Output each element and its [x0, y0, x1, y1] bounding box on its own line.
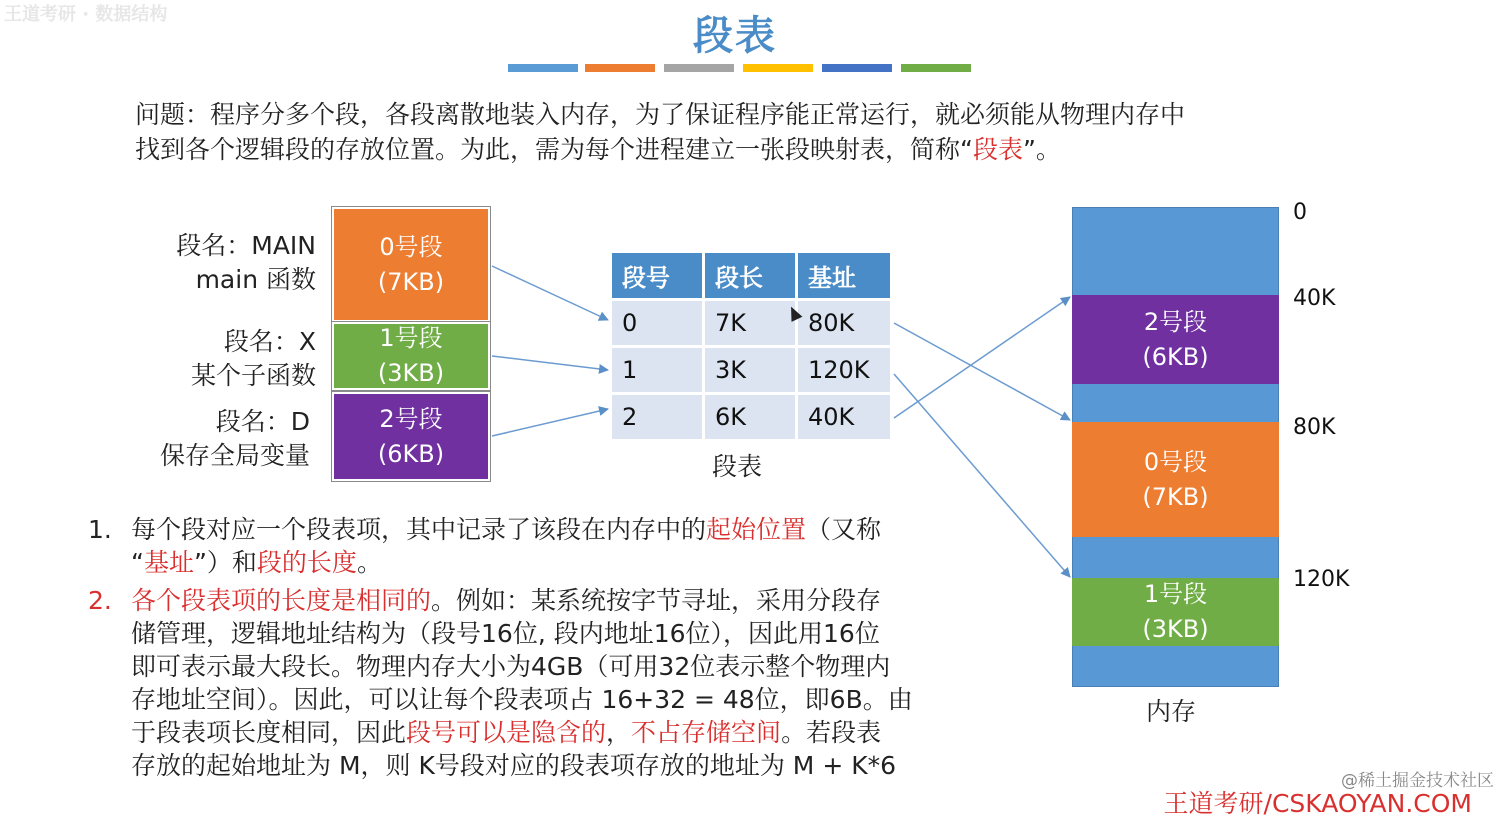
point-2-text: 。例如：某系统按字节寻址，采用分段存 — [431, 586, 882, 615]
table-cell: 6K — [705, 395, 795, 439]
segment-2-name: 段名：D — [215, 407, 310, 436]
point-1-highlight-base: 基址 — [143, 548, 194, 577]
memory-block-1-name: 1号段 — [1143, 580, 1208, 608]
point-2-line-3: 即可表示最大段长。物理内存大小为4GB（可用32位表示整个物理内 — [131, 652, 891, 681]
segment-table-caption: 段表 — [712, 452, 763, 481]
table-cell: 0 — [612, 301, 702, 345]
memory-block-2-name: 2号段 — [1143, 307, 1208, 336]
arrow-table2-to-memory — [894, 297, 1070, 418]
memory-block-0-size: (7KB) — [1142, 482, 1209, 511]
point-2-highlight-nospace: 不占存储空间 — [631, 718, 782, 747]
table-cell: 7K — [705, 301, 795, 345]
point-2-line-4: 存地址空间）。因此，可以让每个段表项占 16+32 = 48位，即6B。由 — [131, 685, 913, 714]
logical-segment-2-name: 2号段 — [379, 404, 443, 433]
point-2-line-2: 储管理，逻辑地址结构为（段号16位, 段内地址16位），因此用16位 — [131, 619, 880, 648]
memory-address: 0 — [1293, 200, 1307, 225]
point-2-line-6: 存放的起始地址为 M，则 K号段对应的段表项存放的地址为 M + K*6 — [131, 751, 897, 780]
memory-address: 120K — [1293, 567, 1350, 592]
intro-highlight: 段表 — [972, 135, 1023, 164]
point-2-line-5 — [88, 716, 1018, 749]
memory-block-2-size: (6KB) — [1142, 342, 1209, 371]
arrow-seg1-to-table — [492, 356, 608, 370]
point-1-text-d: ”）和 — [193, 548, 257, 577]
point-2-highlight-implicit: 段号可以是隐含的 — [406, 718, 607, 747]
point-2 — [88, 584, 1018, 782]
logical-segment-1-name: 1号段 — [379, 324, 443, 352]
intro-line-1: 问题：程序分多个段，各段离散地装入内存，为了保证程序能正常运行，就必须能从物理内存中 — [135, 100, 1186, 129]
table-header-cell: 段长 — [705, 253, 795, 298]
point-1-text-b: （又称 — [806, 515, 882, 544]
segment-1-desc: 某个子函数 — [190, 361, 316, 390]
point-1-highlight-length: 段的长度 — [256, 548, 357, 577]
point-2-text-5a: 于段表项长度相同，因此 — [131, 718, 407, 747]
point-2-number: 2. — [88, 586, 112, 615]
memory-caption: 内存 — [1146, 697, 1197, 726]
intro-text: 找到各个逻辑段的存放位置。为此，需为每个进程建立一张段映射表，简称“ — [135, 135, 973, 164]
point-1-quote-open: “ — [131, 548, 144, 577]
footer-brand: 王道考研/CSKAOYAN.COM — [1163, 789, 1472, 818]
point-1-number: 1. — [88, 515, 112, 544]
table-cell: 1 — [612, 348, 702, 392]
arrow-seg0-to-table — [492, 266, 608, 320]
watermark-text: 王道考研 · 数据结构 — [4, 4, 168, 25]
point-2-comma: ， — [606, 718, 632, 747]
logical-segment-2-size: (6KB) — [377, 439, 445, 468]
point-2-text-5c: 。若段表 — [781, 718, 882, 747]
memory-address: 80K — [1293, 415, 1336, 440]
segment-1-name: 段名：X — [223, 327, 316, 356]
segment-2-desc: 保存全局变量 — [159, 441, 310, 470]
point-1-end: 。 — [356, 548, 382, 577]
table-cell: 40K — [798, 395, 890, 439]
table-cell: 120K — [798, 348, 890, 392]
table-cell: 3K — [705, 348, 795, 392]
point-1-text: 每个段对应一个段表项，其中记录了该段在内存中的 — [131, 515, 707, 544]
arrow-seg2-to-table — [492, 409, 608, 436]
point-1-line-1 — [88, 513, 1018, 546]
logical-segment-0-name: 0号段 — [379, 232, 443, 261]
table-header-cell: 段号 — [612, 253, 702, 298]
logical-segment-1-size: (3KB) — [377, 359, 445, 387]
page-title: 段表 — [693, 13, 777, 59]
point-2-line-1 — [88, 584, 1018, 617]
intro-text-end: ”。 — [1022, 135, 1061, 164]
memory-block-1-size: (3KB) — [1142, 615, 1209, 643]
point-2-highlight: 各个段表项的长度是相同的 — [131, 586, 432, 615]
footer-community-tag: @稀土掘金技术社区 — [1341, 771, 1494, 791]
memory-block-0-name: 0号段 — [1143, 447, 1208, 476]
point-1-highlight-start: 起始位置 — [706, 515, 807, 544]
segment-0-name: 段名：MAIN — [176, 231, 316, 260]
point-1 — [88, 513, 1018, 579]
table-cell: 80K — [798, 301, 890, 345]
segment-0-desc: main 函数 — [195, 265, 316, 294]
logical-segment-0-size: (7KB) — [377, 267, 445, 296]
table-cell: 2 — [612, 395, 702, 439]
table-header-cell: 基址 — [798, 253, 890, 298]
point-1-line-2 — [88, 546, 1018, 579]
memory-address: 40K — [1293, 286, 1336, 311]
